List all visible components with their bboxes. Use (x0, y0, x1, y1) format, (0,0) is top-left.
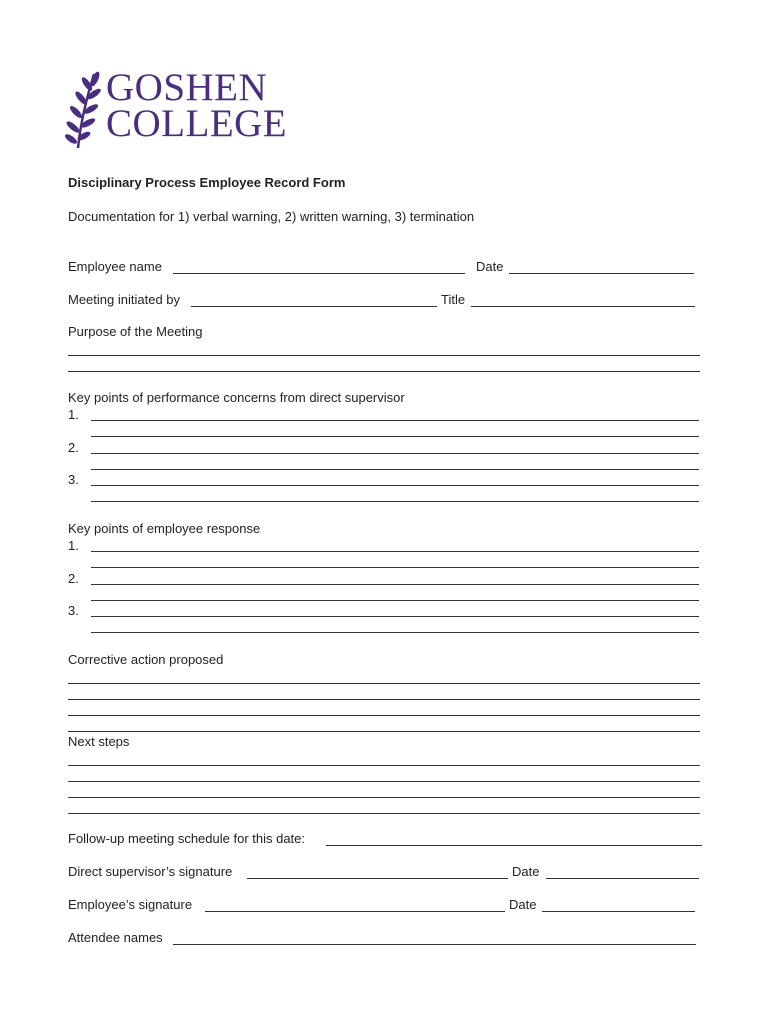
item-number: 2. (68, 440, 79, 455)
employee-signature-field[interactable] (205, 911, 505, 912)
supervisor-signature-field[interactable] (247, 878, 508, 879)
form-title: Disciplinary Process Employee Record Form (68, 175, 346, 190)
olive-branch-icon (64, 70, 104, 150)
employee-response-line[interactable] (91, 584, 699, 585)
corrective-action-line[interactable] (68, 683, 700, 684)
supervisor-point-line[interactable] (91, 485, 699, 486)
supervisor-date-field[interactable] (546, 878, 699, 879)
supervisor-point-line[interactable] (91, 436, 699, 437)
employee-date-field[interactable] (542, 911, 695, 912)
employee-signature-label: Employee’s signature (68, 897, 193, 912)
logo-line-1: GOSHEN (106, 66, 268, 109)
item-number: 3. (68, 472, 79, 487)
purpose-line[interactable] (68, 355, 700, 356)
corrective-action-line[interactable] (68, 715, 700, 716)
item-number: 1. (68, 407, 79, 422)
supervisor-point-line[interactable] (91, 469, 699, 470)
employee-response-line[interactable] (91, 616, 699, 617)
employee-response-line[interactable] (91, 551, 699, 552)
employee-date-label: Date (509, 897, 537, 912)
item-number: 2. (68, 571, 79, 586)
purpose-line[interactable] (68, 371, 700, 372)
employee-response-line[interactable] (91, 567, 699, 568)
title-field[interactable] (471, 306, 695, 307)
supervisor-point-line[interactable] (91, 453, 699, 454)
logo-line-2: COLLEGE (106, 102, 288, 145)
goshen-college-logo (64, 68, 294, 152)
corrective-action-line[interactable] (68, 699, 700, 700)
followup-label: Follow-up meeting schedule for this date: (68, 831, 306, 846)
attendee-names-label: Attendee names (68, 930, 163, 945)
corrective-action-line[interactable] (68, 731, 700, 732)
meeting-initiated-label: Meeting initiated by (68, 292, 181, 307)
next-steps-label: Next steps (68, 734, 130, 749)
attendee-names-field[interactable] (173, 944, 696, 945)
meeting-initiated-field[interactable] (191, 306, 437, 307)
supervisor-point-line[interactable] (91, 501, 699, 502)
next-steps-line[interactable] (68, 765, 700, 766)
date-label: Date (476, 259, 504, 274)
corrective-action-label: Corrective action proposed (68, 652, 224, 667)
next-steps-line[interactable] (68, 813, 700, 814)
employee-response-line[interactable] (91, 600, 699, 601)
next-steps-line[interactable] (68, 781, 700, 782)
item-number: 1. (68, 538, 79, 553)
employee-name-label: Employee name (68, 259, 162, 274)
supervisor-point-line[interactable] (91, 420, 699, 421)
purpose-label: Purpose of the Meeting (68, 324, 203, 339)
supervisor-signature-label: Direct supervisor’s signature (68, 864, 233, 879)
title-label: Title (441, 292, 466, 307)
form-subtitle: Documentation for 1) verbal warning, 2) written warning, 3) termination (68, 209, 475, 224)
supervisor-date-label: Date (512, 864, 540, 879)
employee-name-field[interactable] (173, 273, 465, 274)
employee-response-line[interactable] (91, 632, 699, 633)
supervisor-points-label: Key points of performance concerns from direct supervisor (68, 390, 405, 405)
employee-response-label: Key points of employee response (68, 521, 261, 536)
followup-date-field[interactable] (326, 845, 702, 846)
logo-wordmark (106, 66, 288, 145)
item-number: 3. (68, 603, 79, 618)
date-field[interactable] (509, 273, 694, 274)
next-steps-line[interactable] (68, 797, 700, 798)
